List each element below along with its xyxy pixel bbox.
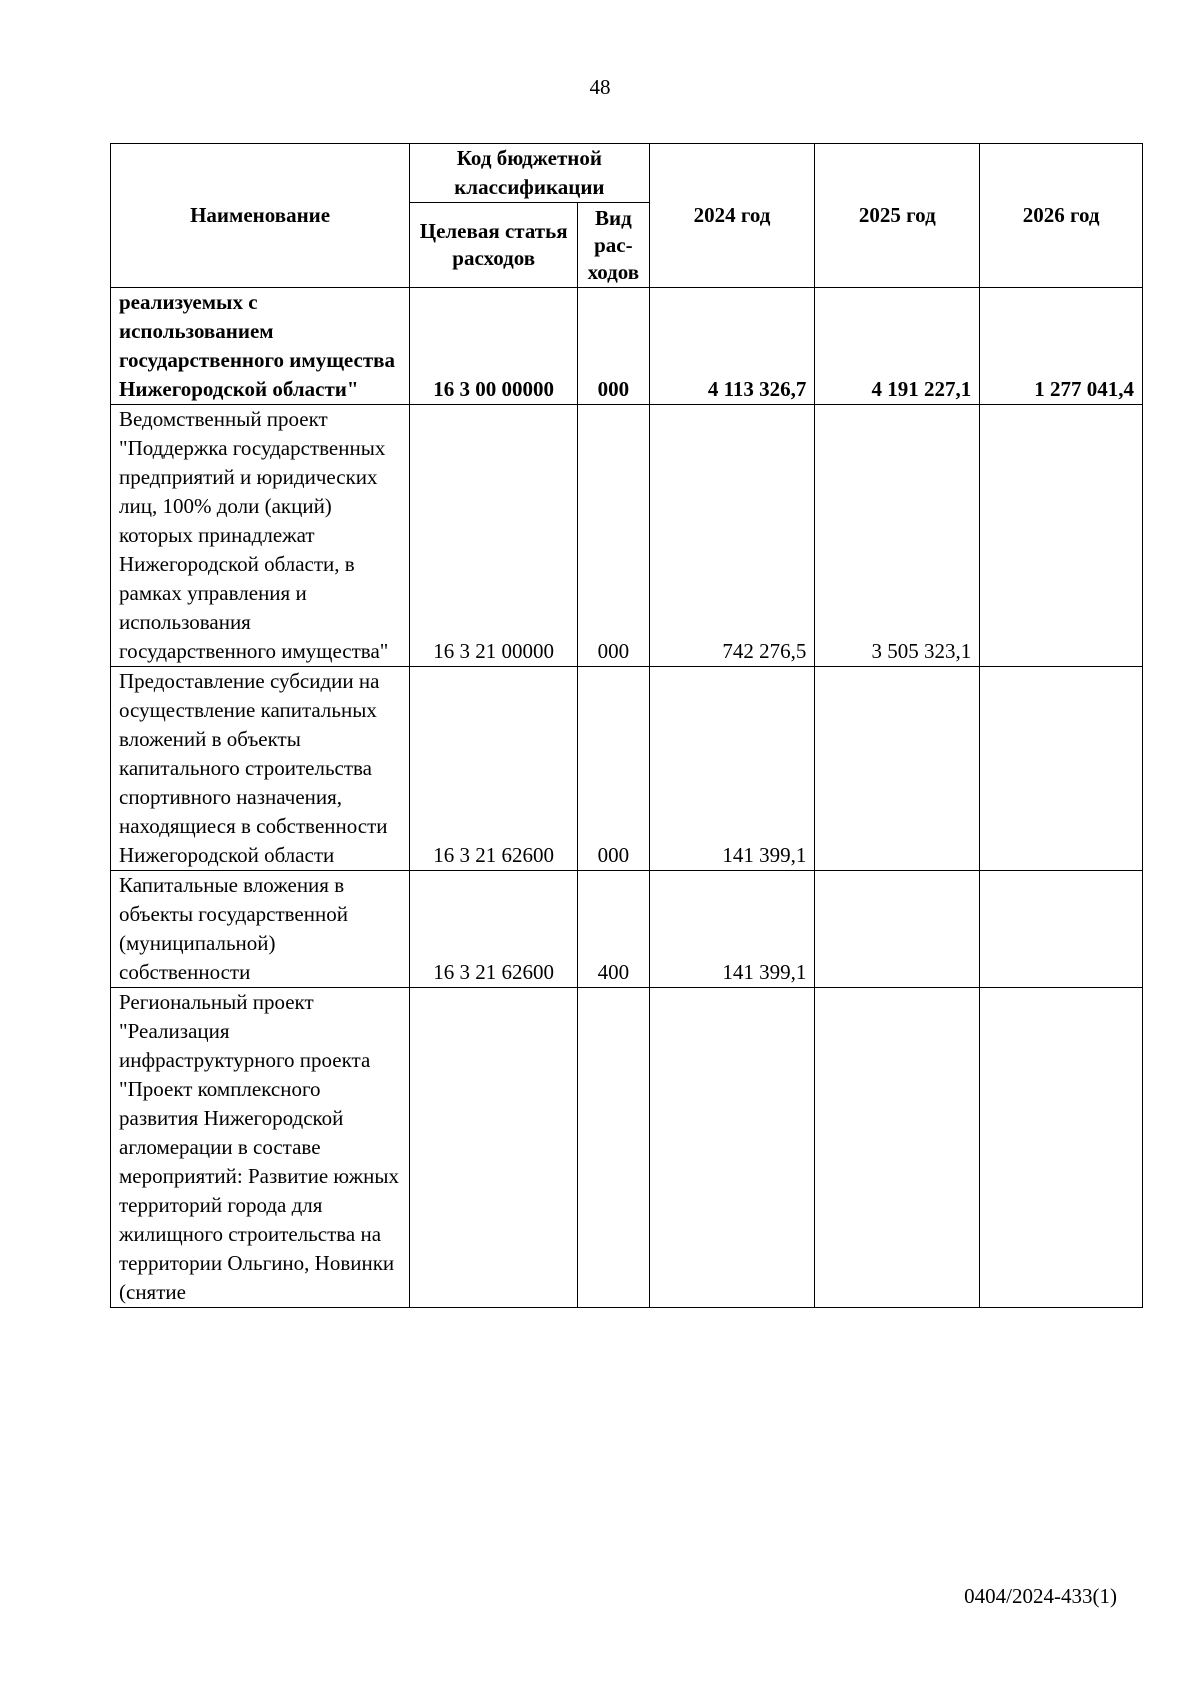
row-2024: 141 399,1 bbox=[649, 667, 815, 871]
row-name: Предоставление субсидии на осуществление капитальных вложений в объекты капитального строительства спортивного назначения, находящиеся в собственности Нижегородской области bbox=[111, 667, 410, 871]
table-row bbox=[111, 988, 1143, 1308]
row-2025: 3 505 323,1 bbox=[815, 405, 980, 667]
row-name: Капитальные вложения в объекты государственной (муниципальной) собственности bbox=[111, 871, 410, 988]
page-number: 48 bbox=[589, 75, 611, 99]
row-2026 bbox=[980, 667, 1143, 871]
header-year-2025: 2025 год bbox=[815, 144, 980, 288]
row-type: 400 bbox=[578, 871, 649, 988]
row-2026 bbox=[980, 405, 1143, 667]
row-name: Региональный проект "Реализация инфраструктурного проекта "Проект комплексного развития Нижегородской агломерации в составе мероприятий: Развитие южных территорий города для жилищного строительства на территории Ольгино, Новинки (снятие bbox=[111, 988, 410, 1308]
row-code: 16 3 21 62600 bbox=[410, 871, 578, 988]
row-code: 16 3 21 62600 bbox=[410, 667, 578, 871]
row-2025 bbox=[815, 871, 980, 988]
row-2024: 4 113 326,7 bbox=[649, 288, 815, 405]
row-type bbox=[578, 988, 649, 1308]
row-2026 bbox=[980, 988, 1143, 1308]
row-name: Ведомственный проект "Поддержка государственных предприятий и юридических лиц, 100% доли (акций) которых принадлежат Нижегородской области, в рамках управления и использования государственного имущества" bbox=[111, 405, 410, 667]
document-registration-code: 0404/2024-433(1) bbox=[964, 1584, 1117, 1608]
header-name: Наименование bbox=[111, 144, 410, 288]
header-year-2026: 2026 год bbox=[980, 144, 1143, 288]
row-2025 bbox=[815, 988, 980, 1308]
table-row bbox=[111, 871, 1143, 988]
header-budget-code: Код бюджетной классификации bbox=[410, 144, 649, 203]
table-row bbox=[111, 667, 1143, 871]
header-expense-type: Вид рас- ходов bbox=[578, 203, 649, 288]
row-code bbox=[410, 988, 578, 1308]
header-target-article: Целевая статья расходов bbox=[410, 203, 578, 288]
budget-table bbox=[110, 143, 1143, 1308]
row-2025 bbox=[815, 667, 980, 871]
row-2026: 1 277 041,4 bbox=[980, 288, 1143, 405]
row-2025: 4 191 227,1 bbox=[815, 288, 980, 405]
row-type: 000 bbox=[578, 288, 649, 405]
row-2024 bbox=[649, 988, 815, 1308]
row-2024: 141 399,1 bbox=[649, 871, 815, 988]
table-row bbox=[111, 288, 1143, 405]
row-2024: 742 276,5 bbox=[649, 405, 815, 667]
row-code: 16 3 00 00000 bbox=[410, 288, 578, 405]
row-type: 000 bbox=[578, 405, 649, 667]
row-type: 000 bbox=[578, 667, 649, 871]
header-year-2024: 2024 год bbox=[649, 144, 815, 288]
table-row bbox=[111, 405, 1143, 667]
row-code: 16 3 21 00000 bbox=[410, 405, 578, 667]
row-2026 bbox=[980, 871, 1143, 988]
row-name: реализуемых с использованием государственного имущества Нижегородской области" bbox=[111, 288, 410, 405]
